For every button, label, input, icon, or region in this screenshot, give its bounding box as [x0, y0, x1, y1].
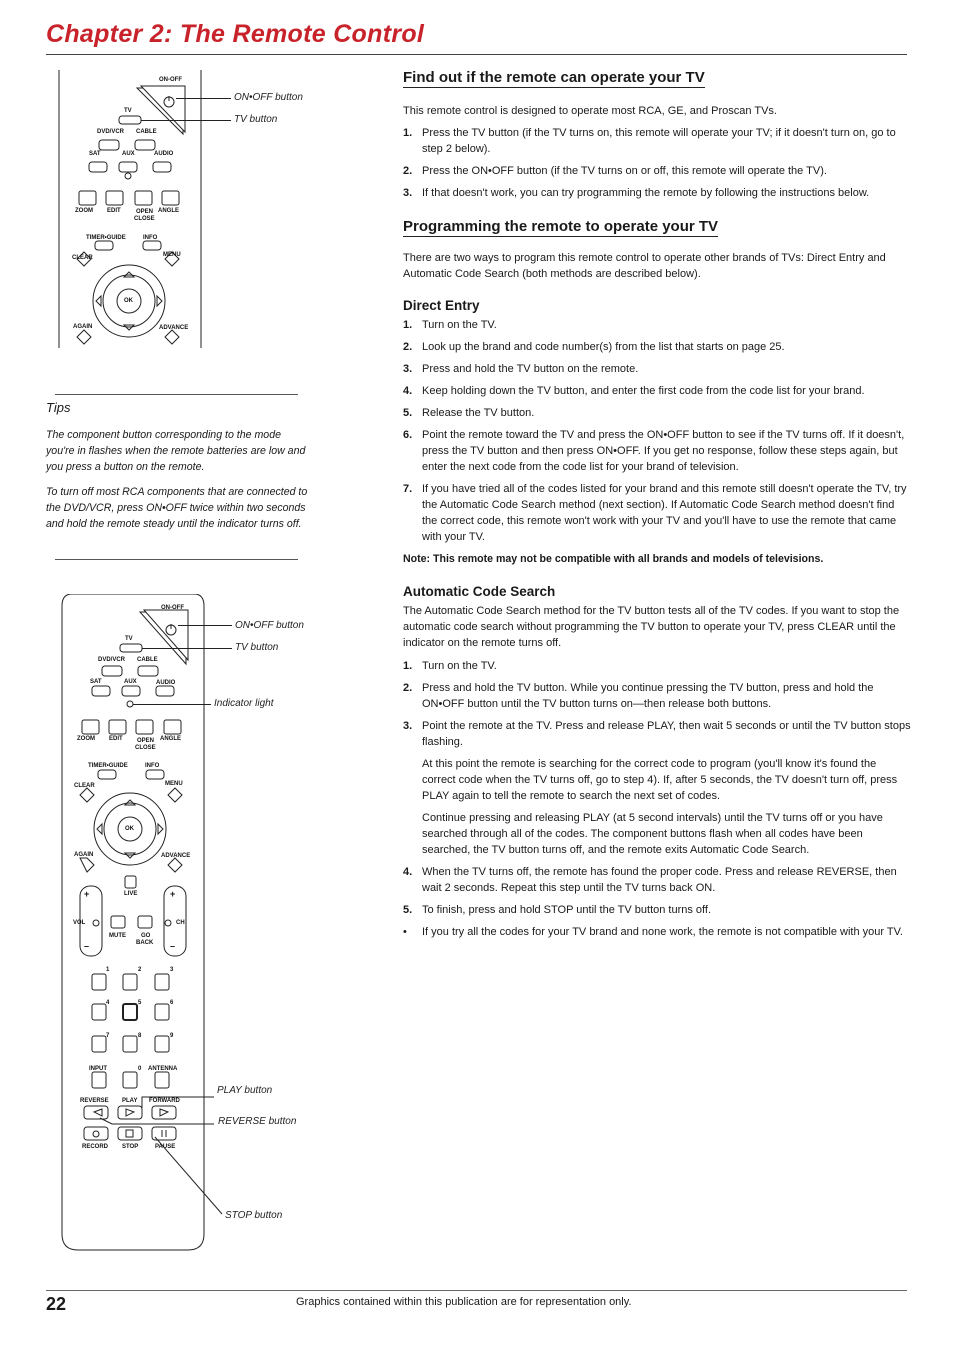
- rc-full-label-advance: ADVANCE: [161, 853, 191, 859]
- rc-full-label-on-off: ON-OFF: [161, 605, 184, 611]
- step-number: 5.: [403, 904, 413, 916]
- rc-full-label-menu: MENU: [165, 781, 183, 787]
- rc-full-label-vol-plus: +: [84, 889, 90, 899]
- step-number: 3.: [403, 363, 413, 375]
- callout-line-indicator: [133, 704, 211, 705]
- list-item: [403, 864, 911, 896]
- step-text: Point the remote toward the TV and press the ON•OFF button to see if the TV turns off. If it doesn't, press the TV button and then press ON•OFF. If you get no response, follow these steps again, but enter the next code from the code list for your brand of television.: [422, 429, 905, 473]
- tip-item: The component button corresponding to the mode you're in flashes when the remote batteries are low and you press a button on the remote.: [46, 429, 306, 473]
- callout-on-off-button-full: ON•OFF button: [235, 620, 304, 631]
- step-number: 5.: [403, 407, 413, 419]
- tips-title: Tips: [46, 400, 71, 415]
- rc-full-label-ch-minus: –: [170, 941, 176, 951]
- rc-full-label-record: RECORD: [82, 1144, 109, 1150]
- rc-full-label-sat: SAT: [90, 679, 102, 685]
- callout-line-tv-top: [141, 120, 231, 121]
- list-item: [403, 383, 911, 399]
- step-number: 4.: [403, 866, 413, 878]
- callout-tv-button: TV button: [234, 114, 278, 125]
- list-item: [403, 680, 911, 712]
- step-number: 3.: [403, 720, 413, 732]
- direct-entry-steps: [403, 317, 911, 545]
- list-item: [403, 658, 911, 674]
- rc-full-label-timer-guide: TIMER•GUIDE: [88, 763, 128, 769]
- rc-full-label-vol-minus: –: [84, 941, 90, 951]
- rc-full-label-clear: CLEAR: [74, 783, 95, 789]
- step-number: 4.: [403, 385, 413, 397]
- callout-line-tv-full: [142, 648, 232, 649]
- rc-top-label-angle: ANGLE: [158, 208, 179, 214]
- step-number: 2.: [403, 682, 413, 694]
- rc-top-label-tv: TV: [124, 108, 132, 114]
- callout-tv-button-full: TV button: [235, 642, 279, 653]
- rc-full-label-5: 5: [138, 1000, 142, 1006]
- rc-top-label-info: INFO: [143, 235, 158, 241]
- callout-line-on-off-full: [178, 625, 232, 626]
- list-item: [403, 924, 911, 940]
- rc-full-label-8: 8: [138, 1033, 142, 1039]
- compatibility-note: Note: This remote may not be compatible with all brands and models of televisions.: [403, 553, 824, 565]
- list-item: [403, 317, 911, 333]
- rc-full-label-again: AGAIN: [74, 852, 94, 858]
- step-text: If you have tried all of the codes listed for your brand and this remote still doesn't operate the TV, try the Automatic Code Search method (next section). If Automatic Code Search method doesn't find the correct code, this remote won't work with your TV and you'll have to use the remote that came with your TV.: [422, 483, 907, 543]
- list-item: [403, 163, 911, 179]
- rc-full-label-0: 0: [138, 1066, 142, 1072]
- section1-intro: This remote control is designed to operate most RCA, GE, and Proscan TVs.: [403, 105, 777, 117]
- rc-full-label-close: CLOSE: [135, 745, 156, 751]
- rc-top-label-again: AGAIN: [73, 324, 93, 330]
- callout-indicator-light: Indicator light: [214, 698, 274, 709]
- rc-full-label-ch: CH: [176, 920, 185, 926]
- rc-full-label-forward: FORWARD: [149, 1098, 180, 1104]
- rc-top-label-dvd-vcr: DVD/VCR: [97, 129, 125, 135]
- step-text: Press and hold the TV button on the remote.: [422, 363, 639, 375]
- tips-box: [55, 394, 298, 560]
- rc-full-label-angle: ANGLE: [160, 736, 181, 742]
- rc-full-label-input: INPUT: [89, 1066, 107, 1072]
- auto-search-step3-para1: At this point the remote is searching for the correct code to program (you'll know it's found the correct code when the TV turns off, go to step 4). If, after 5 seconds, the TV doesn't turn off, press PLAY again to tell the remote to search the next set of codes.: [422, 758, 898, 802]
- subheading-automatic-code-search: Automatic Code Search: [403, 584, 556, 599]
- step-number: 1.: [403, 660, 413, 672]
- callout-on-off-button: ON•OFF button: [234, 92, 303, 103]
- auto-search-intro: The Automatic Code Search method for the TV button tests all of the TV codes. If you want to stop the automatic code search without programming the TV button to operate your TV, press CLEAR until the indicator on the remote turns off.: [403, 605, 900, 649]
- subheading-direct-entry: Direct Entry: [403, 298, 480, 313]
- rc-full-label-mute: MUTE: [109, 933, 126, 939]
- rc-top-label-on-off: ON-OFF: [159, 77, 182, 83]
- step-text: Point the remote at the TV. Press and release PLAY, then wait 5 seconds or until the TV button stops flashing.: [422, 720, 911, 748]
- rc-full-label-3: 3: [170, 967, 174, 973]
- rc-full-label-tv: TV: [125, 636, 133, 642]
- step-text: Press the TV button (if the TV turns on, this remote will operate your TV; if it doesn't turn on, go to step 2 below).: [422, 127, 896, 155]
- rc-top-label-audio: AUDIO: [154, 151, 174, 157]
- rc-top-label-menu: MENU: [163, 252, 181, 258]
- rc-full-label-go: GO: [141, 933, 151, 939]
- step-text: Turn on the TV.: [422, 319, 497, 331]
- callout-stop-button: STOP button: [225, 1210, 283, 1221]
- rc-full-label-antenna: ANTENNA: [148, 1066, 178, 1072]
- auto-search-steps: [403, 658, 911, 750]
- rc-full-label-ch-plus: +: [170, 889, 176, 899]
- list-item: [403, 902, 911, 918]
- rc-top-label-close: CLOSE: [134, 216, 155, 222]
- page-number: 22: [46, 1294, 67, 1314]
- rc-full-label-dvd-vcr: DVD/VCR: [98, 657, 126, 663]
- list-item: [403, 405, 911, 421]
- rc-top-label-aux: AUX: [122, 151, 135, 157]
- rc-full-label-play: PLAY: [122, 1098, 138, 1104]
- rc-full-label-4: 4: [106, 1000, 110, 1006]
- rc-top-label-ok: OK: [124, 298, 133, 304]
- list-item: [403, 427, 911, 475]
- rc-full-label-reverse: REVERSE: [80, 1098, 109, 1104]
- rc-full-label-6: 6: [170, 1000, 174, 1006]
- section-heading-find-out: Find out if the remote can operate your TV: [403, 69, 705, 86]
- step-number: 2.: [403, 165, 413, 177]
- rc-top-label-open: OPEN: [136, 209, 154, 215]
- rc-top-label-cable: CABLE: [136, 129, 157, 135]
- step-text: Look up the brand and code number(s) from the list that starts on page 25.: [422, 341, 785, 353]
- list-item: [403, 185, 911, 201]
- step-text: Release the TV button.: [422, 407, 535, 419]
- rc-full-label-9: 9: [170, 1033, 174, 1039]
- rc-full-label-aux: AUX: [124, 679, 137, 685]
- rc-full-label-open: OPEN: [137, 738, 155, 744]
- rc-top-label-edit: EDIT: [107, 208, 121, 214]
- list-item: [403, 361, 911, 377]
- step-text: When the TV turns off, the remote has found the proper code. Press and release REVERSE, then wait 2 seconds. Repeat this step until the TV turns back ON.: [422, 866, 897, 894]
- step-text: Press the ON•OFF button (if the TV turns on or off, this remote will operate the TV).: [422, 165, 827, 177]
- tip-item: To turn off most RCA components that are connected to the DVD/VCR, press ON•OFF twice within two seconds and hold the remote steady until the indicator turns off.: [46, 486, 308, 530]
- rc-full-label-vol: VOL: [73, 920, 86, 926]
- step-number: 1.: [403, 319, 413, 331]
- callout-play-button: PLAY button: [217, 1085, 273, 1096]
- rc-full-label-stop: STOP: [122, 1144, 139, 1150]
- auto-search-step3-para2: Continue pressing and releasing PLAY (at 5 second intervals) until the TV turns off or you have searched through all of the codes. The component buttons flash when all codes have been searched, the TV button turns off, and the remote exits Automatic Code Search.: [422, 812, 883, 856]
- step-number: 2.: [403, 341, 413, 353]
- rc-full-label-7: 7: [106, 1033, 110, 1039]
- bullet: •: [403, 926, 407, 938]
- step-number: 6.: [403, 429, 413, 441]
- section-heading-programming: Programming the remote to operate your TV: [403, 218, 719, 235]
- step-text: Press and hold the TV button. While you continue pressing the TV button, press and hold the ON•OFF button until the TV button turns on—then release both buttons.: [422, 682, 874, 710]
- list-item: [403, 125, 911, 157]
- section2-intro: There are two ways to program this remote control to operate other brands of TVs: Direct Entry and Automatic Code Search (both methods are described below).: [403, 252, 886, 280]
- rc-full-label-live: LIVE: [124, 891, 138, 897]
- rc-full-label-2: 2: [138, 967, 142, 973]
- step-number: 1.: [403, 127, 413, 139]
- main-text-column: [403, 70, 911, 940]
- rc-full-label-ok: OK: [125, 826, 134, 832]
- step-number: 7.: [403, 483, 413, 495]
- callout-reverse-button: REVERSE button: [218, 1116, 297, 1127]
- rc-top-label-clear: CLEAR: [72, 255, 93, 261]
- rc-full-label-zoom: ZOOM: [77, 736, 95, 742]
- rc-top-label-advance: ADVANCE: [159, 325, 189, 331]
- step-text: If that doesn't work, you can try programming the remote by following the instructions below.: [422, 187, 870, 199]
- step-text: Turn on the TV.: [422, 660, 497, 672]
- footer-note: Graphics contained within this publication are for representation only.: [296, 1296, 632, 1308]
- step-text: To finish, press and hold STOP until the TV button turns off.: [422, 904, 712, 916]
- rc-full-label-cable: CABLE: [137, 657, 158, 663]
- list-item: [403, 339, 911, 355]
- footer-rule: [46, 1290, 907, 1291]
- list-item: [403, 718, 911, 750]
- step-text: Keep holding down the TV button, and enter the first code from the code list for your brand.: [422, 385, 865, 397]
- remote-full-illustration: [58, 594, 208, 1254]
- rc-full-label-back: BACK: [136, 940, 154, 946]
- header-rule: [46, 54, 907, 55]
- chapter-title: Chapter 2: The Remote Control: [46, 20, 425, 48]
- rc-top-label-timer-guide: TIMER•GUIDE: [86, 235, 126, 241]
- rc-full-label-audio: AUDIO: [156, 680, 176, 686]
- rc-full-label-1: 1: [106, 967, 110, 973]
- remote-top-illustration: [55, 70, 215, 350]
- rc-top-label-zoom: ZOOM: [75, 208, 93, 214]
- callout-line-on-off-top: [176, 98, 231, 99]
- auto-search-steps-cont: [403, 864, 911, 940]
- rc-full-label-edit: EDIT: [109, 736, 123, 742]
- rc-top-label-sat: SAT: [89, 151, 101, 157]
- step-number: 3.: [403, 187, 413, 199]
- rc-full-label-pause: PAUSE: [155, 1144, 176, 1150]
- list-item: [403, 481, 911, 545]
- step-text: If you try all the codes for your TV brand and none work, the remote is not compatible with your TV.: [422, 926, 903, 938]
- rc-full-label-info: INFO: [145, 763, 160, 769]
- section1-steps: [403, 125, 911, 201]
